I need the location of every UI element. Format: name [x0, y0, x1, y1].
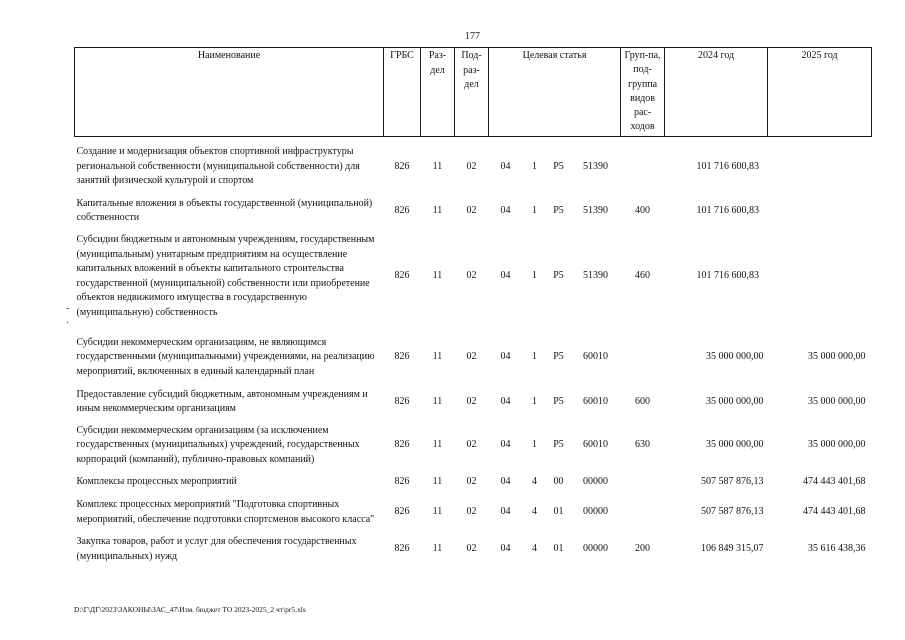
- row-grbs: 826: [394, 506, 410, 518]
- row-amount-2025: 474 443 401,68: [803, 476, 866, 488]
- row-razdel: 11: [432, 351, 443, 363]
- row-cs-type: 1: [532, 439, 537, 451]
- row-vid-rashodov: 600: [635, 395, 651, 407]
- page-number: 177: [465, 31, 480, 42]
- row-grbs: 826: [394, 395, 410, 407]
- row-cs-type: 4: [532, 506, 537, 518]
- row-cs-element: P5: [553, 351, 564, 363]
- row-cs-direction: 60010: [583, 439, 609, 451]
- header-gruppa-vidov: Груп-па, под-группа видов рас-ходов: [621, 48, 665, 137]
- file-path-footer: D:\Г\ДГ\2023\ЗАКОНЫ\ЗАС_47\Изм. бюджет ТО 2023-2025_2 чт\pr5.xls: [74, 605, 306, 614]
- row-cs-program: 04: [500, 204, 511, 216]
- table-header: [75, 48, 872, 137]
- row-vid-rashodov: 400: [635, 204, 651, 216]
- row-cs-direction: 51390: [583, 160, 609, 172]
- row-name: Закупка товаров, работ и услуг для обеспечения государственных (муниципальных) нужд: [76, 536, 357, 562]
- row-cs-direction: 00000: [583, 476, 609, 488]
- header-grbs: ГРБС: [384, 48, 421, 137]
- row-name: Комплекс процессных мероприятий "Подготовка спортивных мероприятий, обеспечение подготовки спортсменов высокого класса": [76, 499, 375, 525]
- row-cs-element: P5: [553, 160, 564, 172]
- row-cs-direction: 00000: [583, 506, 609, 518]
- row-amount-2025: 35 000 000,00: [808, 439, 866, 451]
- row-name: Субсидии некоммерческим организациям (за исключением государственных (муниципальных) учреждений, государственных корпораций (компаний), публично-правовых компаний): [76, 424, 360, 465]
- row-grbs: 826: [394, 351, 410, 363]
- row-grbs: 826: [394, 476, 410, 488]
- row-podrazdel: 02: [466, 476, 477, 488]
- row-amount-2024: 101 716 600,83: [696, 270, 760, 282]
- row-grbs: 826: [394, 204, 410, 216]
- header-name: Наименование: [75, 48, 384, 137]
- table-row: [75, 535, 872, 565]
- row-cs-program: 04: [500, 506, 511, 518]
- table-row: [75, 328, 872, 388]
- row-amount-2025: 35 000 000,00: [808, 395, 866, 407]
- row-name: Создание и модернизация объектов спортивной инфраструктуры региональной собственности (муниципальной собственности) для занятий физической культурой и спортом: [76, 146, 360, 186]
- row-razdel: 11: [432, 160, 443, 172]
- row-grbs: 826: [394, 439, 410, 451]
- row-cs-program: 04: [500, 395, 511, 407]
- table-row: [75, 491, 872, 535]
- row-cs-program: 04: [500, 351, 511, 363]
- row-razdel: 11: [432, 439, 443, 451]
- row-amount-2024: 507 587 876,13: [701, 506, 764, 518]
- row-cs-element: P5: [553, 439, 564, 451]
- row-vid-rashodov: [621, 137, 665, 197]
- row-cs-type: 1: [532, 351, 537, 363]
- table-row: [75, 137, 872, 197]
- row-cs-element: P5: [553, 395, 564, 407]
- margin-mark: -: [66, 303, 70, 314]
- row-amount-2025: [768, 226, 872, 328]
- row-grbs: 826: [394, 160, 410, 172]
- row-cs-direction: 51390: [583, 270, 609, 282]
- row-cs-direction: 60010: [583, 351, 609, 363]
- table-row: [75, 197, 872, 226]
- table-body: [75, 137, 872, 565]
- row-name: Субсидии некоммерческим организациям, не являющимся государственными (муниципальными) учреждениями, на реализацию мероприятий, включенных в единый календарный план: [76, 336, 375, 377]
- row-cs-type: 1: [532, 270, 537, 282]
- header-podrazdel: Под-раз-дел: [455, 48, 489, 137]
- row-razdel: 11: [432, 543, 443, 555]
- row-cs-type: 1: [532, 160, 537, 172]
- row-cs-program: 04: [500, 270, 511, 282]
- row-cs-direction: 00000: [583, 543, 609, 555]
- row-razdel: 11: [432, 204, 443, 216]
- row-grbs: 826: [394, 543, 410, 555]
- row-amount-2024: 35 000 000,00: [706, 351, 764, 363]
- row-podrazdel: 02: [466, 395, 477, 407]
- table-row: [75, 417, 872, 475]
- row-cs-program: 04: [500, 543, 511, 555]
- row-cs-type: 4: [532, 543, 537, 555]
- row-cs-type: 4: [532, 476, 537, 488]
- header-2025: 2025 год: [768, 48, 872, 137]
- row-vid-rashodov: [621, 475, 665, 491]
- margin-mark: ·: [66, 318, 70, 329]
- row-razdel: 11: [432, 395, 443, 407]
- row-name: Субсидии бюджетным и автономным учреждениям, государственным (муниципальным) унитарным предприятиям на осуществление капитальных вложений в объекты капитального строительства государственной (муниципальной) собственности или приобретение объектов недвижимого имущества в государственную (муниципальную) собственность: [76, 234, 375, 318]
- row-razdel: 11: [432, 476, 443, 488]
- budget-table: [74, 47, 872, 565]
- row-grbs: 826: [394, 270, 410, 282]
- row-cs-program: 04: [500, 439, 511, 451]
- row-podrazdel: 02: [466, 270, 477, 282]
- row-razdel: 11: [432, 270, 443, 282]
- row-amount-2024: 101 716 600,83: [696, 160, 760, 172]
- row-podrazdel: 02: [466, 543, 477, 555]
- row-cs-type: 1: [532, 395, 537, 407]
- row-podrazdel: 02: [466, 439, 477, 451]
- row-name: Комплексы процессных мероприятий: [76, 476, 237, 488]
- row-cs-element: P5: [553, 270, 564, 282]
- row-amount-2024: 35 000 000,00: [706, 439, 764, 451]
- header-celevaya-statya: Целевая статья: [489, 48, 621, 137]
- table-row: [75, 475, 872, 491]
- row-cs-element: 01: [553, 506, 564, 518]
- row-amount-2024: 101 716 600,83: [696, 204, 760, 216]
- row-cs-direction: 60010: [583, 395, 609, 407]
- row-vid-rashodov: 200: [635, 543, 651, 555]
- row-podrazdel: 02: [466, 351, 477, 363]
- table-row: [75, 226, 872, 328]
- row-amount-2024: 106 849 315,07: [701, 543, 764, 555]
- row-cs-type: 1: [532, 204, 537, 216]
- header-2024: 2024 год: [665, 48, 768, 137]
- row-amount-2025: 35 000 000,00: [808, 351, 866, 363]
- row-name: Капитальные вложения в объекты государственной (муниципальной) собственности: [76, 197, 373, 223]
- row-cs-direction: 51390: [583, 204, 609, 216]
- row-amount-2025: 35 616 438,36: [808, 543, 866, 555]
- row-vid-rashodov: 630: [635, 439, 651, 451]
- table-row: [75, 388, 872, 417]
- row-cs-program: 04: [500, 160, 511, 172]
- row-amount-2025: [768, 137, 872, 197]
- row-amount-2024: 35 000 000,00: [706, 395, 764, 407]
- row-podrazdel: 02: [466, 506, 477, 518]
- row-cs-element: 00: [553, 476, 564, 488]
- row-vid-rashodov: [621, 491, 665, 535]
- row-amount-2025: 474 443 401,68: [803, 506, 866, 518]
- row-amount-2024: 507 587 876,13: [701, 476, 764, 488]
- row-cs-program: 04: [500, 476, 511, 488]
- row-razdel: 11: [432, 506, 443, 518]
- row-cs-element: P5: [553, 204, 564, 216]
- row-name: Предоставление субсидий бюджетным, автономным учреждениям и иным некоммерческим организациям: [76, 388, 368, 414]
- row-podrazdel: 02: [466, 204, 477, 216]
- row-cs-element: 01: [553, 543, 564, 555]
- row-vid-rashodov: [621, 328, 665, 388]
- row-podrazdel: 02: [466, 160, 477, 172]
- row-vid-rashodov: 460: [635, 270, 651, 282]
- header-razdel: Раз-дел: [421, 48, 455, 137]
- row-amount-2025: [768, 197, 872, 226]
